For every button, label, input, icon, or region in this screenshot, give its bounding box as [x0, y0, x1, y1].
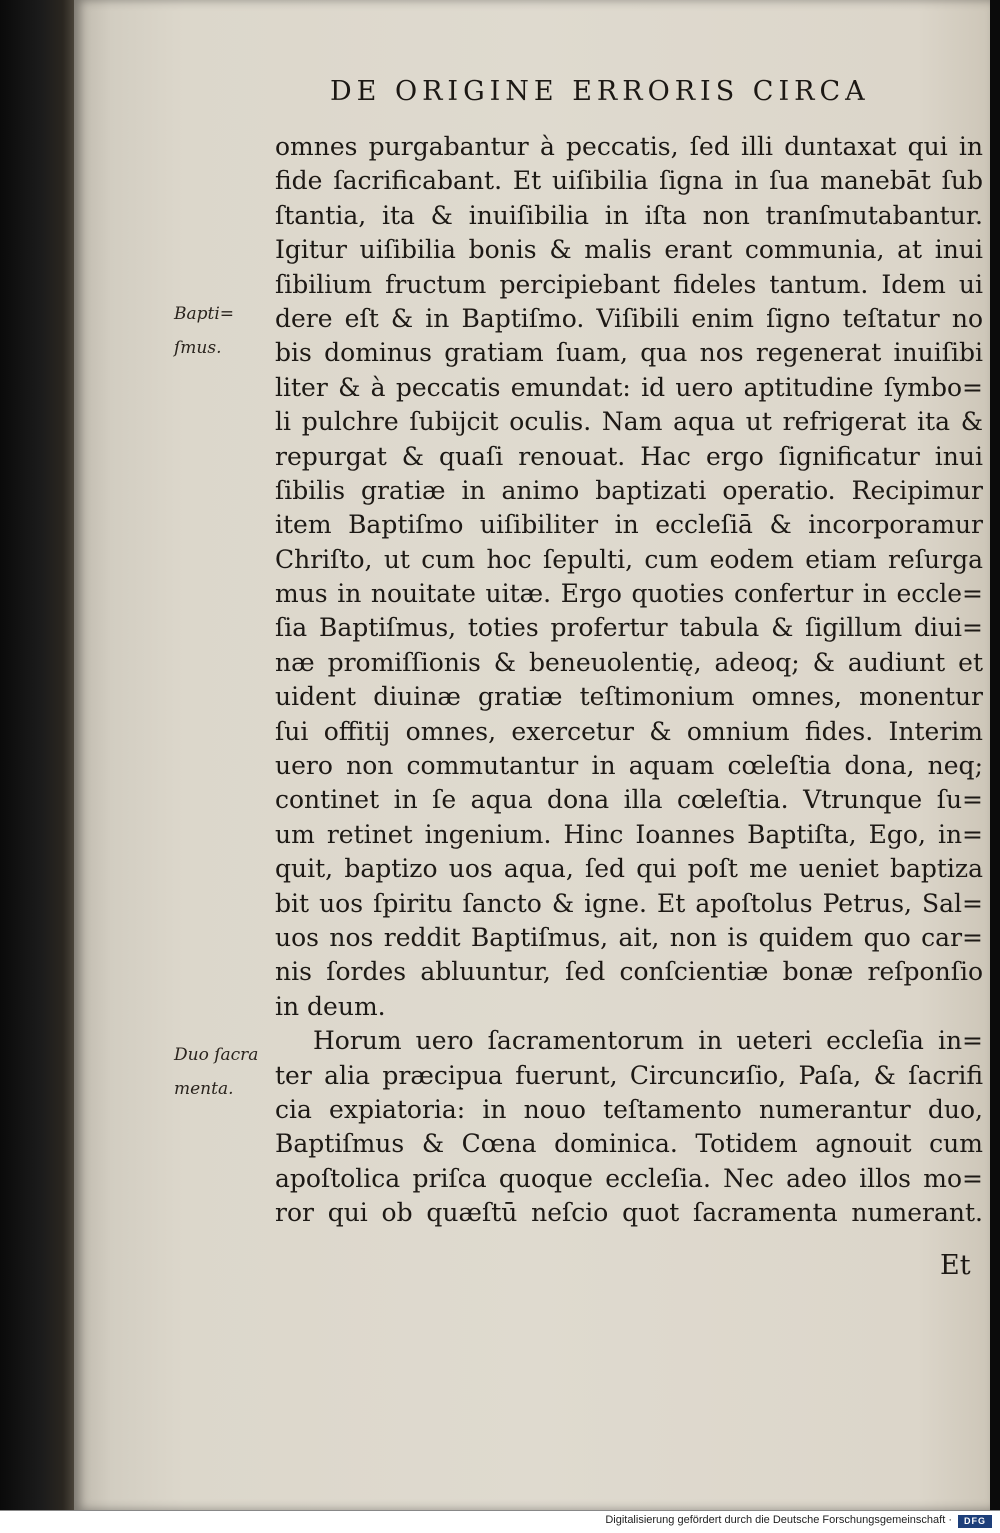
text-line: continet in ſe aqua dona illa cœleſtia. Vtrunque ſu= [275, 785, 983, 815]
text-line: ſtantia, ita & inuiſibilia in iſta non tranſmutabantur. [275, 200, 983, 230]
text-line: liter & à peccatis emundat: id uero aptitudine ſymbo= [275, 372, 983, 402]
text-line: uero non commutantur in aquam cœleſtia dona, neq; [275, 751, 983, 781]
text-line: ror qui ob quæſtū neſcio quot ſacramenta numerant. [275, 1198, 983, 1228]
text-line: um retinet ingenium. Hinc Ioannes Baptiſta, Ego, in= [275, 819, 983, 849]
text-line: mus in nouitate uitæ. Ergo quoties confertur in eccle= [275, 579, 983, 609]
footer-bar [0, 1510, 1000, 1533]
margin-note-line: Bapti= [174, 304, 235, 324]
text-line: li pulchre ſubijcit oculis. Nam aqua ut refrigerat ita & [275, 407, 983, 437]
text-line: apoſtolica priſca quoque eccleſia. Nec adeo illos mo= [275, 1163, 983, 1193]
text-line: Chriſto, ut cum hoc ſepulti, cum eodem etiam reſurga [275, 544, 983, 574]
body-text [275, 130, 983, 1231]
text-line: ſibilium fructum percipiebant fideles tantum. Idem ui [275, 269, 983, 299]
margin-note-duo-sacramenta [174, 1038, 258, 1107]
text-line: uident diuinæ gratiæ teſtimonium omnes, monentur [275, 682, 983, 712]
margin-note-line: Duo ſacra [174, 1045, 259, 1065]
footer-credit: Digitalisierung gefördert durch die Deutsche Forschungsgemeinschaft · [605, 1514, 952, 1526]
scan-right-margin [990, 0, 1000, 1510]
text-line: næ promiſſionis & beneuolentię, adeoq; & audiunt et [275, 647, 983, 677]
text-line: repurgat & quaſi renouat. Hac ergo ſignificatur inui [275, 441, 983, 471]
text-line: nis ſordes abluuntur, ſed conſcientiæ bonæ reſponſio [275, 957, 983, 987]
dfg-logo-icon: DFG [958, 1515, 992, 1528]
text-line: Horum uero ſacramentorum in ueteri eccleſia in= [313, 1026, 983, 1056]
text-line: cia expiatoria: in nouo teſtamento numerantur duo, [275, 1094, 983, 1124]
text-line: ſia Baptiſmus, toties profertur tabula & ſigillum diui= [275, 613, 983, 643]
text-line: quit, baptizo uos aqua, ſed qui poſt me ueniet baptiza [275, 854, 983, 884]
running-head: DE ORIGINE ERRORIS CIRCA [330, 76, 870, 107]
text-line: ſibilis gratiæ in animo baptizati operatio. Recipimur [275, 475, 983, 505]
catchword: Et [940, 1250, 971, 1281]
text-line: Baptiſmus & Cœna dominica. Totidem agnouit cum [275, 1129, 983, 1159]
text-line: fide ſacrificabant. Et uiſibilia ſigna in ſua manebāt ſub [275, 166, 983, 196]
text-line: Igitur uiſibilia bonis & malis erant communia, at inui [275, 235, 983, 265]
text-line: omnes purgabantur à peccatis, ſed illi duntaxat qui in [275, 132, 983, 161]
text-line: bis dominus gratiam ſuam, qua nos regenerat inuiſibi [275, 338, 983, 368]
text-line: bit uos ſpiritu ſancto & igne. Et apoſtolus Petrus, Sal= [275, 888, 983, 918]
text-line: uos nos reddit Baptiſmus, ait, non is quidem quo car= [275, 922, 983, 952]
margin-note-baptismus [174, 297, 234, 366]
scan-left-margin [0, 0, 74, 1532]
text-line: in deum. [275, 991, 386, 1021]
margin-note-line: ſmus. [174, 338, 222, 359]
margin-note-line: menta. [174, 1079, 234, 1100]
text-line: item Baptiſmo uiſibiliter in eccleſiā & incorporamur [275, 510, 983, 540]
text-line: ter alia præcipua fuerunt, Circuncиſio, Paſa, & ſacrifi [275, 1060, 983, 1090]
text-line: ſui offitij omnes, exercetur & omnium fides. Interim [275, 716, 983, 746]
text-line: dere eſt & in Baptiſmo. Viſibili enim ſigno teſtatur no [275, 303, 983, 333]
